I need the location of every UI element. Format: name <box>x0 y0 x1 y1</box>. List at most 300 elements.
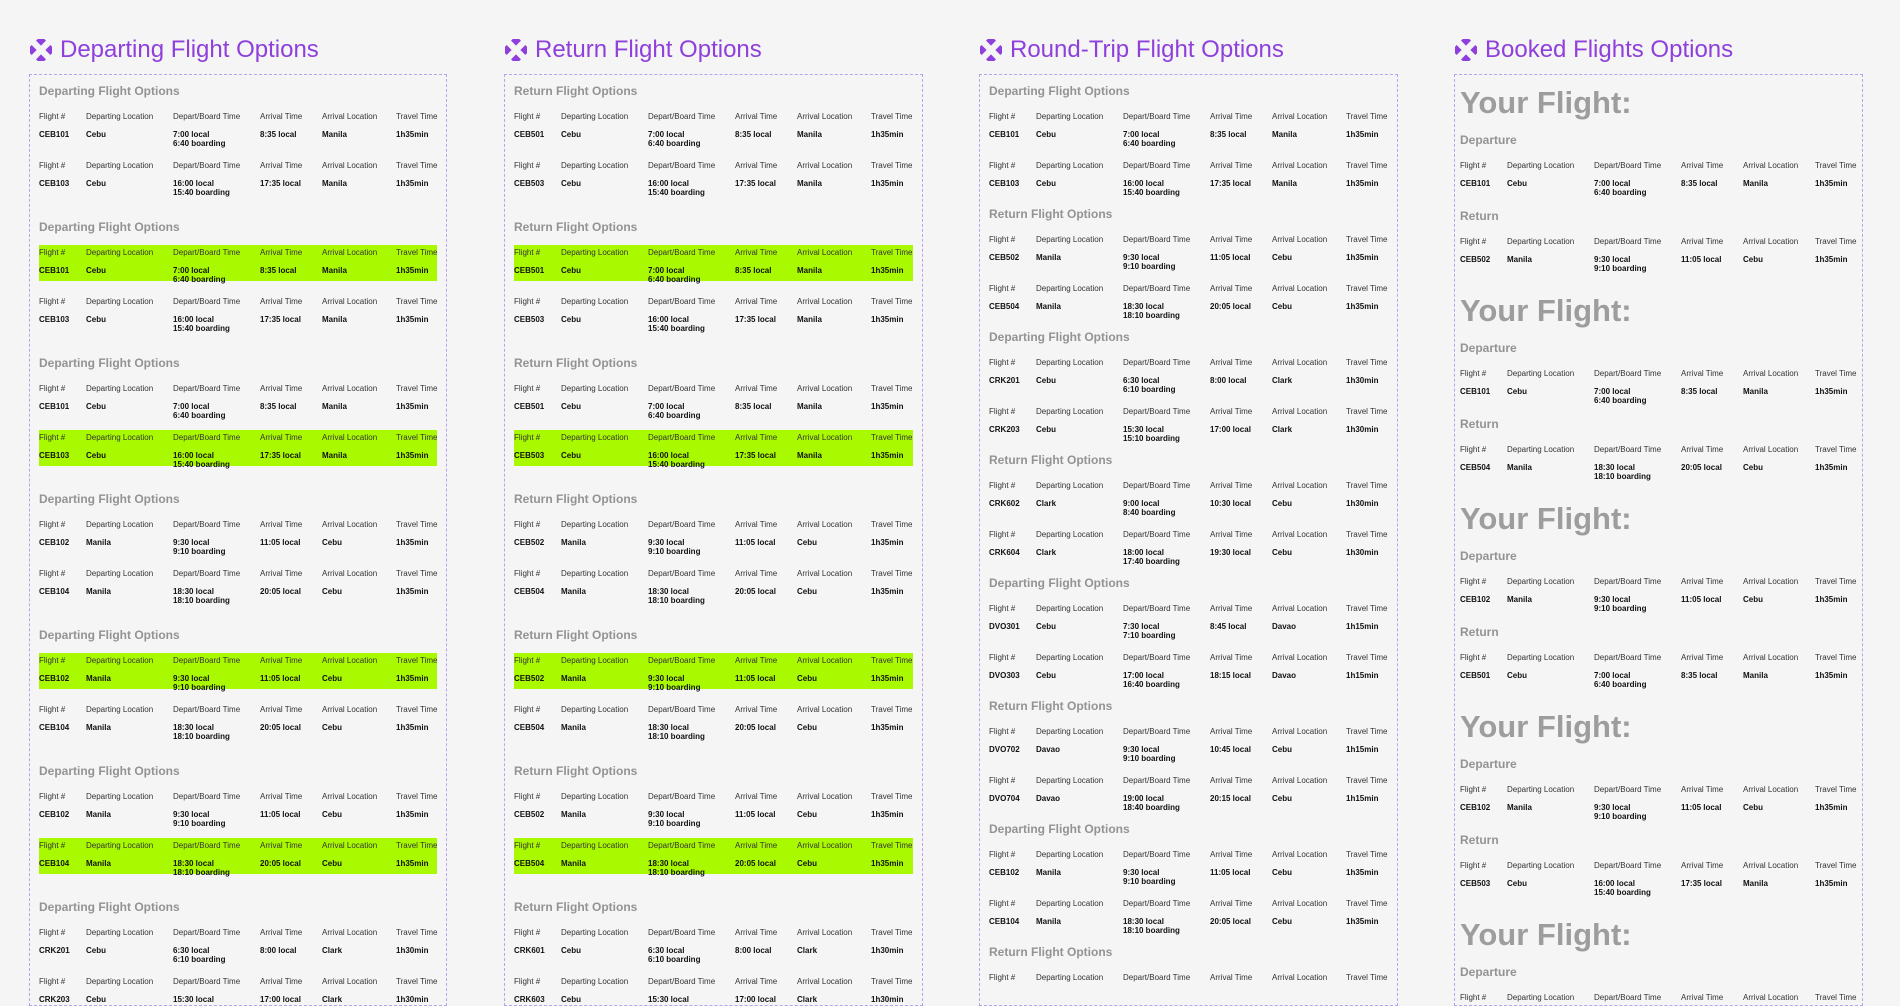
flight-to-value: Manila <box>322 402 347 411</box>
flight-travel-value: 1h35min <box>871 451 904 460</box>
flight-flight-value: CEB101 <box>989 130 1020 139</box>
column-header-arrive: Arrival Time <box>1210 727 1253 736</box>
flight-depart-value: 7:30 local 7:10 boarding <box>1123 622 1176 640</box>
column-title-text: Return Flight Options <box>535 36 762 63</box>
column-header-to: Arrival Location <box>797 433 853 442</box>
flight-to-value: Clark <box>797 946 818 955</box>
flight-arrive-value: 11:05 local <box>735 538 776 547</box>
column-header-arrive: Arrival Time <box>1210 407 1253 416</box>
column-header-travel: Travel Time <box>1346 235 1388 244</box>
flight-depart-value: 9:30 local 9:10 boarding <box>1594 803 1647 821</box>
flight-option-row[interactable] <box>989 158 1388 197</box>
flight-option-row[interactable] <box>39 381 438 420</box>
flight-travel-value: 1h30min <box>1346 548 1379 557</box>
column-header-depart: Depart/Board Time <box>173 297 241 306</box>
column-header-depart: Depart/Board Time <box>173 841 241 850</box>
flight-option-row[interactable] <box>989 109 1388 148</box>
column-header-to: Arrival Location <box>322 841 378 850</box>
column-header-flight: Flight # <box>39 112 66 121</box>
flight-flight-value: DVO301 <box>989 622 1020 631</box>
column-header-travel: Travel Time <box>1346 530 1388 539</box>
flight-from-value: Cebu <box>86 946 106 955</box>
flight-arrive-value: 11:05 local <box>735 810 776 819</box>
column-header-travel: Travel Time <box>396 792 438 801</box>
column-header-arrive: Arrival Time <box>1681 861 1724 870</box>
column-header-flight: Flight # <box>514 248 541 257</box>
flight-option-row[interactable] <box>39 925 438 964</box>
column-title <box>505 36 762 64</box>
flight-option-row[interactable] <box>989 232 1388 271</box>
section-title: Departing Flight Options <box>989 84 1130 98</box>
flight-option-row[interactable] <box>39 109 438 148</box>
column-header-arrive: Arrival Time <box>260 384 303 393</box>
flight-flight-value: CEB504 <box>1460 463 1491 472</box>
flight-depart-value: 15:30 local <box>648 995 689 1004</box>
flight-arrive-value: 8:35 local <box>735 266 772 275</box>
section-title: Departing Flight Options <box>39 900 180 914</box>
column-header-depart: Depart/Board Time <box>173 433 241 442</box>
flight-option-row[interactable] <box>989 896 1388 935</box>
flight-arrive-value: 11:05 local <box>260 538 301 547</box>
flight-option-row[interactable] <box>989 970 1388 1006</box>
column-header-to: Arrival Location <box>1272 727 1328 736</box>
flight-option-row[interactable] <box>39 702 438 741</box>
flight-from-value: Cebu <box>1036 425 1056 434</box>
flight-flight-value: CRK601 <box>514 946 545 955</box>
flight-depart-value: 18:30 local 18:10 boarding <box>173 859 230 877</box>
column-header-travel: Travel Time <box>396 928 438 937</box>
column-header-to: Arrival Location <box>1743 785 1799 794</box>
flight-travel-value: 1h30min <box>396 946 429 955</box>
flight-travel-value: 1h35min <box>871 130 904 139</box>
flight-arrive-value: 20:05 local <box>260 587 301 596</box>
column-header-travel: Travel Time <box>396 705 438 714</box>
flight-option-row[interactable] <box>39 838 438 877</box>
column-header-depart: Depart/Board Time <box>173 520 241 529</box>
column-header-arrive: Arrival Time <box>260 928 303 937</box>
column-header-travel: Travel Time <box>396 112 438 121</box>
column-header-depart: Depart/Board Time <box>648 161 716 170</box>
column-header-arrive: Arrival Time <box>260 569 303 578</box>
column-header-to: Arrival Location <box>797 569 853 578</box>
flight-option-row[interactable] <box>39 974 437 1006</box>
column-header-to: Arrival Location <box>797 112 853 121</box>
flight-depart-value: 7:00 local 6:40 boarding <box>173 130 226 148</box>
column-header-from: Departing Location <box>1036 284 1104 293</box>
flight-flight-value: CEB504 <box>514 587 545 596</box>
column-header-from: Departing Location <box>561 248 629 257</box>
flight-to-value: Cebu <box>322 538 342 547</box>
flight-flight-value: CEB102 <box>39 674 70 683</box>
flight-option-row[interactable] <box>1460 442 1857 481</box>
column-header-from: Departing Location <box>86 977 154 986</box>
flight-option-row[interactable] <box>989 724 1388 763</box>
column-header-to: Arrival Location <box>1743 161 1799 170</box>
flight-arrive-value: 8:35 local <box>260 266 297 275</box>
column-header-to: Arrival Location <box>1272 850 1328 859</box>
flight-option-row[interactable] <box>514 245 913 284</box>
column-header-travel: Travel Time <box>396 161 438 170</box>
column-header-from: Departing Location <box>86 384 154 393</box>
column-header-to: Arrival Location <box>1272 112 1328 121</box>
flight-option-row[interactable] <box>514 294 913 333</box>
column-header-from: Departing Location <box>1507 785 1575 794</box>
column-header-depart: Depart/Board Time <box>648 705 716 714</box>
flight-option-row[interactable] <box>1460 366 1857 405</box>
flight-depart-value: 19:00 local 18:40 boarding <box>1123 794 1180 812</box>
column-header-flight: Flight # <box>989 235 1016 244</box>
column-header-travel: Travel Time <box>871 248 913 257</box>
column-header-travel: Travel Time <box>1815 577 1857 586</box>
flight-from-value: Cebu <box>561 266 581 275</box>
flight-option-row[interactable] <box>39 653 438 692</box>
flight-arrive-value: 17:35 local <box>260 179 301 188</box>
flight-option-row[interactable] <box>39 517 438 556</box>
flight-depart-value: 18:30 local 18:10 boarding <box>1594 463 1651 481</box>
column-title <box>980 36 1284 64</box>
column-header-flight: Flight # <box>514 841 541 850</box>
flight-to-value: Cebu <box>1272 548 1292 557</box>
flight-from-value: Cebu <box>561 130 581 139</box>
column-header-flight: Flight # <box>514 928 541 937</box>
flight-from-value: Manila <box>86 538 111 547</box>
flight-flight-value: CEB502 <box>1460 255 1491 264</box>
flight-option-row[interactable] <box>514 158 913 197</box>
flight-arrive-value: 11:05 local <box>735 674 776 683</box>
section-title: Departing Flight Options <box>989 576 1130 590</box>
flight-option-row[interactable] <box>989 527 1388 566</box>
column-header-arrive: Arrival Time <box>260 977 303 986</box>
column-header-depart: Depart/Board Time <box>1123 653 1191 662</box>
flight-flight-value: CRK203 <box>39 995 70 1004</box>
section-title: Return Flight Options <box>514 84 638 98</box>
column-header-depart: Depart/Board Time <box>173 792 241 801</box>
column-header-depart: Depart/Board Time <box>1123 899 1191 908</box>
column-title-text: Round-Trip Flight Options <box>1010 36 1284 63</box>
column-header-depart: Depart/Board Time <box>173 656 241 665</box>
flight-arrive-value: 19:30 local <box>1210 548 1251 557</box>
section-title: Return Flight Options <box>989 699 1113 713</box>
column-header-arrive: Arrival Time <box>735 297 778 306</box>
column-header-from: Departing Location <box>1507 577 1575 586</box>
flight-to-value: Cebu <box>322 723 342 732</box>
flight-option-row[interactable] <box>1460 574 1857 613</box>
flight-depart-value: 7:00 local 6:40 boarding <box>648 402 701 420</box>
flight-flight-value: DVO702 <box>989 745 1020 754</box>
section-title: Departing Flight Options <box>39 220 180 234</box>
flight-flight-value: CEB503 <box>1460 879 1491 888</box>
flight-to-value: Cebu <box>1272 253 1292 262</box>
flight-flight-value: CRK603 <box>514 995 545 1004</box>
column-header-to: Arrival Location <box>1272 653 1328 662</box>
flight-flight-value: CEB503 <box>514 315 545 324</box>
flight-to-value: Cebu <box>797 859 817 868</box>
column-header-depart: Depart/Board Time <box>1123 604 1191 613</box>
flight-option-row[interactable] <box>1460 158 1857 197</box>
flight-to-value: Cebu <box>1743 255 1763 264</box>
column-header-to: Arrival Location <box>1272 973 1328 982</box>
flight-arrive-value: 10:45 local <box>1210 745 1251 754</box>
flight-travel-value: 1h35min <box>1815 671 1848 680</box>
column-header-arrive: Arrival Time <box>260 433 303 442</box>
column-header-to: Arrival Location <box>797 656 853 665</box>
column-header-travel: Travel Time <box>871 569 913 578</box>
column-header-flight: Flight # <box>39 248 66 257</box>
section-title: Departing Flight Options <box>39 84 180 98</box>
flight-option-row[interactable] <box>1460 650 1857 689</box>
column-header-to: Arrival Location <box>322 112 378 121</box>
flight-from-value: Cebu <box>86 451 106 460</box>
column-header-arrive: Arrival Time <box>1681 993 1724 1002</box>
column-header-depart: Depart/Board Time <box>648 841 716 850</box>
column-header-depart: Depart/Board Time <box>1123 161 1191 170</box>
column-header-from: Departing Location <box>1036 161 1104 170</box>
flight-option-row[interactable] <box>514 838 913 877</box>
column-header-arrive: Arrival Time <box>1210 899 1253 908</box>
column-header-depart: Depart/Board Time <box>1123 850 1191 859</box>
flight-to-value: Davao <box>1272 671 1297 680</box>
flight-option-row[interactable] <box>989 478 1388 517</box>
flight-depart-value: 16:00 local 15:40 boarding <box>648 179 705 197</box>
flight-from-value: Manila <box>86 810 111 819</box>
flight-option-row[interactable] <box>39 789 438 828</box>
flight-arrive-value: 20:05 local <box>735 859 776 868</box>
column-header-arrive: Arrival Time <box>1681 577 1724 586</box>
flight-flight-value: CEB103 <box>39 315 70 324</box>
flight-from-value: Manila <box>86 723 111 732</box>
flight-to-value: Manila <box>1272 130 1297 139</box>
flight-option-row[interactable] <box>989 404 1388 443</box>
flight-option-row[interactable] <box>39 158 438 197</box>
flight-depart-value: 9:30 local 9:10 boarding <box>648 674 701 692</box>
flight-option-row[interactable] <box>989 355 1388 394</box>
flight-option-row[interactable] <box>39 294 438 333</box>
your-flight-heading: Your Flight: <box>1460 917 1632 952</box>
column-header-from: Departing Location <box>561 841 629 850</box>
column-header-from: Departing Location <box>1036 653 1104 662</box>
flight-flight-value: CEB502 <box>514 538 545 547</box>
flight-arrive-value: 17:35 local <box>735 451 776 460</box>
column-header-from: Departing Location <box>561 928 629 937</box>
section-title: Return Flight Options <box>514 356 638 370</box>
column-header-flight: Flight # <box>514 161 541 170</box>
departure-label: Departure <box>1460 133 1517 147</box>
flight-travel-value: 1h30min <box>1346 499 1379 508</box>
column-header-arrive: Arrival Time <box>1210 284 1253 293</box>
column-header-arrive: Arrival Time <box>1210 653 1253 662</box>
column-header-arrive: Arrival Time <box>735 384 778 393</box>
column-header-from: Departing Location <box>86 248 154 257</box>
flight-to-value: Cebu <box>797 538 817 547</box>
flight-arrive-value: 8:35 local <box>1681 179 1718 188</box>
column-header-flight: Flight # <box>514 705 541 714</box>
column-header-to: Arrival Location <box>1272 358 1328 367</box>
column-header-depart: Depart/Board Time <box>1123 112 1191 121</box>
column-header-depart: Depart/Board Time <box>648 297 716 306</box>
flight-flight-value: CEB501 <box>514 130 545 139</box>
flight-option-row[interactable] <box>514 381 913 420</box>
column-header-flight: Flight # <box>39 656 66 665</box>
flight-flight-value: CRK602 <box>989 499 1020 508</box>
flight-from-value: Cebu <box>86 266 106 275</box>
flight-flight-value: CRK201 <box>989 376 1020 385</box>
flight-depart-value: 18:30 local 18:10 boarding <box>173 723 230 741</box>
flight-option-row[interactable] <box>1460 234 1857 273</box>
flight-to-value: Cebu <box>1743 803 1763 812</box>
flight-flight-value: CEB503 <box>514 179 545 188</box>
flight-option-row[interactable] <box>989 601 1388 640</box>
flight-travel-value: 1h35min <box>1346 868 1379 877</box>
column-header-flight: Flight # <box>514 656 541 665</box>
flight-from-value: Manila <box>561 859 586 868</box>
flight-option-row[interactable] <box>39 566 438 605</box>
flight-depart-value: 15:30 local 15:10 boarding <box>1123 425 1180 443</box>
flight-option-row[interactable] <box>514 430 913 469</box>
flight-to-value: Cebu <box>322 810 342 819</box>
flight-flight-value: CEB101 <box>39 402 70 411</box>
flight-to-value: Manila <box>797 315 822 324</box>
diamond-cluster-icon <box>1455 39 1477 61</box>
flight-from-value: Clark <box>1036 499 1057 508</box>
column-header-travel: Travel Time <box>396 569 438 578</box>
column-header-to: Arrival Location <box>1272 161 1328 170</box>
column-header-to: Arrival Location <box>1272 604 1328 613</box>
flight-option-row[interactable] <box>39 245 438 284</box>
column-header-from: Departing Location <box>1036 604 1104 613</box>
flight-option-row[interactable] <box>1460 782 1857 821</box>
column-header-flight: Flight # <box>989 899 1016 908</box>
section-title: Return Flight Options <box>514 628 638 642</box>
flight-from-value: Manila <box>86 674 111 683</box>
flight-arrive-value: 17:35 local <box>735 315 776 324</box>
column-header-flight: Flight # <box>1460 445 1487 454</box>
diamond-cluster-icon <box>30 39 52 61</box>
column-1 <box>0 0 475 1002</box>
column-header-from: Departing Location <box>1507 161 1575 170</box>
flight-option-row[interactable] <box>514 109 913 148</box>
flight-option-row[interactable] <box>514 974 913 1006</box>
flight-to-value: Manila <box>322 266 347 275</box>
column-header-flight: Flight # <box>514 977 541 986</box>
flight-travel-value: 1h35min <box>1346 253 1379 262</box>
column-header-flight: Flight # <box>1460 785 1487 794</box>
column-header-to: Arrival Location <box>797 928 853 937</box>
column-header-travel: Travel Time <box>396 297 438 306</box>
departure-label: Departure <box>1460 965 1517 979</box>
flight-arrive-value: 8:35 local <box>1210 130 1247 139</box>
column-header-flight: Flight # <box>1460 577 1487 586</box>
flight-option-row[interactable] <box>514 517 913 556</box>
flight-depart-value: 9:30 local 9:10 boarding <box>1123 253 1176 271</box>
column-header-travel: Travel Time <box>1346 604 1388 613</box>
column-header-arrive: Arrival Time <box>1210 530 1253 539</box>
column-header-from: Departing Location <box>1036 899 1104 908</box>
flight-depart-value: 16:00 local 15:40 boarding <box>1594 879 1651 897</box>
flight-to-value: Manila <box>1743 879 1768 888</box>
flight-travel-value: 1h30min <box>1346 376 1379 385</box>
column-header-to: Arrival Location <box>797 384 853 393</box>
column-header-travel: Travel Time <box>1346 776 1388 785</box>
flight-depart-value: 9:30 local 9:10 boarding <box>648 810 701 828</box>
column-header-to: Arrival Location <box>322 297 378 306</box>
flight-option-row[interactable] <box>514 653 913 692</box>
flight-depart-value: 7:00 local 6:40 boarding <box>648 266 701 284</box>
flight-flight-value: CEB501 <box>514 402 545 411</box>
flight-to-value: Clark <box>797 995 818 1004</box>
flight-flight-value: CEB103 <box>989 179 1020 188</box>
column-header-travel: Travel Time <box>1815 653 1857 662</box>
flight-option-row[interactable] <box>989 650 1388 689</box>
flight-flight-value: CEB504 <box>989 302 1020 311</box>
column-header-depart: Depart/Board Time <box>1123 481 1191 490</box>
flight-depart-value: 7:00 local 6:40 boarding <box>173 402 226 420</box>
column-header-travel: Travel Time <box>871 161 913 170</box>
flight-to-value: Clark <box>322 995 343 1004</box>
flight-flight-value: CEB101 <box>39 130 70 139</box>
flight-option-row[interactable] <box>514 566 913 605</box>
column-header-arrive: Arrival Time <box>1210 481 1253 490</box>
column-header-depart: Depart/Board Time <box>1594 653 1662 662</box>
column-header-flight: Flight # <box>989 161 1016 170</box>
flight-depart-value: 9:30 local 9:10 boarding <box>173 538 226 556</box>
column-header-flight: Flight # <box>989 407 1016 416</box>
flight-option-row[interactable] <box>39 430 438 469</box>
flight-arrive-value: 8:45 local <box>1210 622 1247 631</box>
flight-from-value: Davao <box>1036 794 1061 803</box>
column-header-from: Departing Location <box>86 841 154 850</box>
flight-arrive-value: 11:05 local <box>1681 255 1722 264</box>
flight-arrive-value: 8:35 local <box>1681 387 1718 396</box>
flight-arrive-value: 11:05 local <box>1210 253 1251 262</box>
flight-flight-value: CEB501 <box>1460 671 1491 680</box>
return-label: Return <box>1460 625 1499 639</box>
column-header-from: Departing Location <box>1036 481 1104 490</box>
flight-depart-value: 18:00 local 17:40 boarding <box>1123 548 1180 566</box>
column-header-arrive: Arrival Time <box>1210 112 1253 121</box>
flight-depart-value: 9:30 local 9:10 boarding <box>648 538 701 556</box>
column-header-flight: Flight # <box>1460 653 1487 662</box>
flight-flight-value: CEB102 <box>39 538 70 547</box>
flight-option-row[interactable] <box>989 281 1388 320</box>
flight-option-row[interactable] <box>514 789 913 828</box>
column-header-depart: Depart/Board Time <box>173 248 241 257</box>
flight-flight-value: CEB504 <box>514 859 545 868</box>
flight-option-row[interactable] <box>1460 858 1857 897</box>
flight-option-row[interactable] <box>1460 990 1857 1006</box>
flight-option-row[interactable] <box>989 847 1388 886</box>
flight-to-value: Cebu <box>1272 917 1292 926</box>
column-header-from: Departing Location <box>86 792 154 801</box>
column-header-depart: Depart/Board Time <box>648 112 716 121</box>
column-header-travel: Travel Time <box>1815 161 1857 170</box>
column-header-to: Arrival Location <box>797 520 853 529</box>
flight-option-row[interactable] <box>514 925 913 964</box>
flight-travel-value: 1h35min <box>396 538 429 547</box>
flight-depart-value: 9:30 local 9:10 boarding <box>1123 745 1176 763</box>
column-header-depart: Depart/Board Time <box>1123 973 1191 982</box>
flight-to-value: Manila <box>322 315 347 324</box>
flight-flight-value: CEB504 <box>514 723 545 732</box>
options-frame <box>504 74 923 1006</box>
column-header-to: Arrival Location <box>1272 481 1328 490</box>
flight-depart-value: 16:00 local 15:40 boarding <box>173 451 230 469</box>
flight-option-row[interactable] <box>514 702 913 741</box>
flight-depart-value: 18:30 local 18:10 boarding <box>648 723 705 741</box>
flight-option-row[interactable] <box>989 773 1388 812</box>
column-header-arrive: Arrival Time <box>260 112 303 121</box>
flight-arrive-value: 17:35 local <box>735 179 776 188</box>
flight-to-value: Manila <box>797 402 822 411</box>
